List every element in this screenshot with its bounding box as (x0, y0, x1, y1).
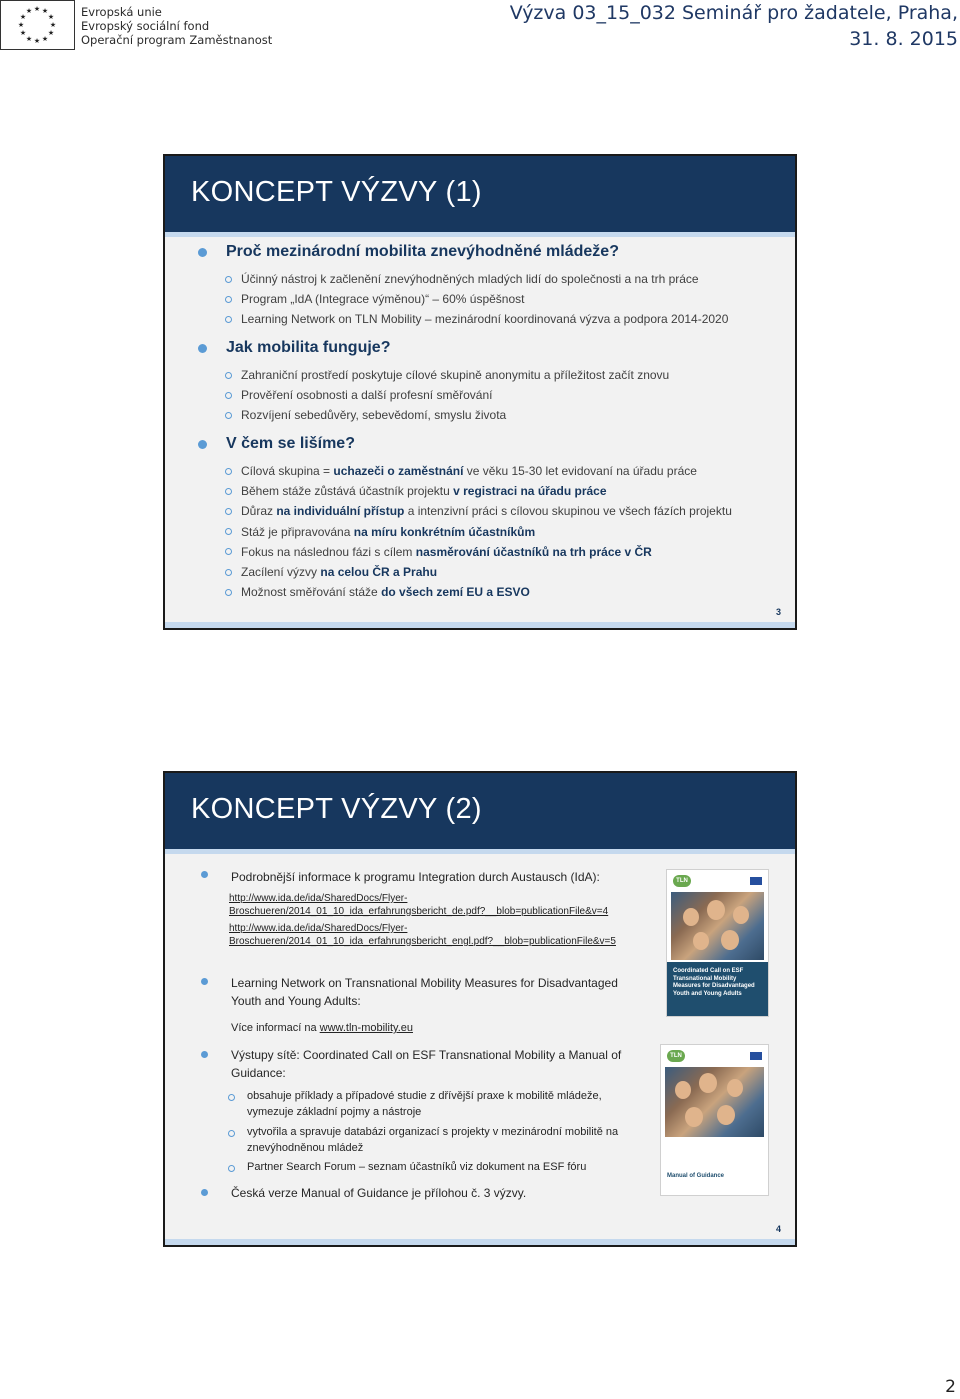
ring-bullet-icon (225, 488, 232, 495)
plain-text: Learning Network on TLN Mobility – mezinárodní koordinovaná výzva a podpora 2014-2020 (241, 312, 729, 327)
slide-header-bar (165, 773, 795, 849)
tln-mobility-link[interactable]: www.tln-mobility.eu (319, 1022, 413, 1034)
eu-line-3: Operační program Zaměstnanost (81, 33, 273, 47)
list-item-text (241, 408, 506, 422)
ida-info-text: Podrobnější informace k programu Integration durch Austausch (IdA): (231, 870, 600, 884)
ida-link-engl-line-2[interactable]: Broschueren/2014_01_10_ida_erfahrungsbericht_engl.pdf?__blob=publicationFile&v=5 (229, 935, 616, 947)
ida-link-engl-line-1[interactable]: http://www.ida.de/ida/SharedDocs/Flyer- (229, 923, 408, 934)
ring-bullet-icon (228, 1165, 235, 1172)
plain-text: Důraz (241, 504, 277, 519)
plain-text: Program „IdA (Integrace výměnou)“ – 60% úspěšnost (241, 292, 525, 307)
ida-link-de[interactable] (229, 893, 608, 918)
list-item (225, 365, 669, 385)
svg-text:★: ★ (25, 8, 33, 15)
plain-text: Účinný nástroj k začlenění znevýhodněných mladých lidí do společnosti a na trh práce (241, 272, 699, 286)
eu-program-text (81, 5, 272, 47)
young-people-photo (665, 1067, 764, 1137)
list-item-text (241, 484, 607, 498)
list-item (225, 461, 697, 481)
ida-link-engl[interactable] (229, 923, 616, 948)
plain-text: Zahraniční prostředí poskytuje cílové skupině anonymitu a příležitost začít znovu (241, 368, 670, 382)
list-item-text (241, 565, 437, 579)
ida-link-de-line-2[interactable]: Broschueren/2014_01_10_ida_erfahrungsbericht_de.pdf?__blob=publicationFile&v=4 (229, 905, 609, 917)
ring-bullet-icon (225, 569, 232, 576)
svg-text:★: ★ (49, 22, 57, 29)
network-outputs-text: Výstupy sítě: Coordinated Call on ESF Transnational Mobility a Manual of Guidance: (231, 1048, 622, 1080)
eu-line-2: Evropský sociální fond (81, 19, 210, 33)
list-item (225, 269, 699, 289)
ring-bullet-icon (225, 392, 232, 399)
list-item-text (241, 292, 524, 306)
czech-manual-text: Česká verze Manual of Guidance je přílohou č. 3 výzvy. (231, 1186, 527, 1200)
ring-bullet-icon (225, 296, 232, 303)
manual-of-guidance-cover-image (660, 1044, 769, 1196)
slide-header-bar (165, 156, 795, 232)
ring-bullet-icon (225, 548, 232, 555)
ring-bullet-icon (228, 1094, 235, 1101)
list-item-text (241, 525, 535, 539)
emphasis-text: na celou ČR a Prahu (320, 565, 438, 579)
bullet-disc-icon (201, 978, 208, 985)
eu-stars-icon (1, 1, 74, 49)
ring-bullet-icon (225, 528, 232, 535)
emphasis-text: uchazeči o zaměstnání (333, 464, 464, 478)
bullet-disc-icon (198, 248, 207, 257)
svg-text:★: ★ (33, 38, 41, 45)
tln-network-text: Learning Network on Transnational Mobility Measures for Disadvantaged Youth and Young Adults: (231, 976, 618, 1008)
plain-text: Cílová skupina = (241, 464, 334, 478)
list-item (225, 385, 492, 405)
emphasis-text: na individuální přístup (276, 504, 405, 519)
eu-flag-icon (750, 877, 762, 885)
svg-text:★: ★ (41, 36, 49, 43)
bullet-disc-icon (201, 871, 208, 878)
list-item-text (241, 312, 728, 326)
header-divider (165, 232, 795, 237)
more-info-prefix: Více informací na (231, 1022, 320, 1034)
slide-number: 4 (775, 1224, 781, 1234)
list-item-text (241, 368, 669, 382)
slide-number: 3 (775, 607, 781, 617)
list-item (225, 582, 530, 602)
list-item (225, 522, 535, 542)
slide-title: KONCEPT VÝZVY (1) (191, 176, 482, 208)
list-item (225, 289, 524, 309)
young-people-photo (671, 892, 764, 960)
svg-text:★: ★ (47, 30, 55, 37)
document-title-line-2: 31. 8. 2015 (849, 28, 958, 50)
ring-bullet-icon (228, 1130, 235, 1137)
plain-text: Stáž je připravována (241, 524, 354, 539)
plain-text: ve věku 15-30 let evidovaní na úřadu práce (463, 464, 697, 478)
list-item (225, 481, 607, 501)
document-title-line-1: Výzva 03_15_032 Seminář pro žadatele, Praha, (509, 2, 958, 24)
ida-link-de-line-1[interactable]: http://www.ida.de/ida/SharedDocs/Flyer- (229, 893, 408, 904)
tln-logo: TLN (667, 1050, 685, 1062)
ring-bullet-icon (225, 412, 232, 419)
list-item (225, 405, 506, 425)
ring-bullet-icon (225, 508, 232, 515)
ring-bullet-icon (225, 468, 232, 475)
list-item-text (241, 585, 530, 599)
eu-flag-icon (750, 1052, 762, 1060)
emphasis-text: na míru konkrétním účastníkům (353, 524, 536, 539)
list-item (225, 501, 732, 521)
footer-divider (165, 1239, 795, 1245)
eu-line-1: Evropská unie (81, 5, 162, 19)
cover-title: Manual of Guidance (667, 1173, 725, 1179)
emphasis-text: do všech zemí EU a ESVO (381, 585, 530, 600)
ring-bullet-icon (225, 276, 232, 283)
emphasis-text: v registraci na úřadu práce (453, 484, 607, 499)
emphasis-text: nasměrování účastníků na trh práce v ČR (415, 544, 652, 559)
plain-text: a intenzivní práci s cílovou skupinou ve všech fázích projektu (404, 504, 732, 519)
list-item-text (241, 545, 652, 559)
list-item-text (241, 388, 492, 402)
section-heading: Jak mobilita funguje? (226, 339, 391, 356)
list-item-text (241, 272, 699, 286)
svg-text:★: ★ (47, 14, 55, 21)
plain-text: Prověření osobnosti a další profesní směřování (241, 388, 493, 403)
list-item (225, 309, 728, 329)
slide-koncept-1 (163, 154, 797, 630)
list-item (225, 562, 437, 582)
section-heading: V čem se lišíme? (226, 435, 355, 452)
svg-text:★: ★ (19, 30, 27, 37)
svg-text:★: ★ (33, 6, 41, 13)
ring-bullet-icon (225, 589, 232, 596)
footer-divider (165, 622, 795, 628)
ring-bullet-icon (225, 372, 232, 379)
section-heading: Proč mezinárodní mobilita znevýhodněné mládeže? (226, 243, 619, 260)
slide-title: KONCEPT VÝZVY (2) (191, 793, 482, 825)
plain-text: Možnost směřování stáže (241, 585, 382, 600)
tln-logo: TLN (673, 875, 691, 887)
plain-text: Během stáže zůstává účastník projektu (241, 484, 454, 499)
eu-flag-logo (0, 0, 75, 50)
plain-text: Fokus na následnou fázi s cílem (241, 544, 416, 559)
svg-text:★: ★ (41, 8, 49, 15)
list-item-text (241, 504, 732, 518)
output-item-2: vytvořila a spravuje databázi organizací s projekty v mezinárodní mobilitě na znevýhodněnou mládež (247, 1126, 619, 1154)
svg-text:★: ★ (25, 36, 33, 43)
svg-text:★: ★ (19, 14, 27, 21)
coordinated-call-cover-image (666, 869, 769, 1017)
page-number: 2 (945, 1377, 956, 1397)
bullet-disc-icon (201, 1189, 208, 1196)
document-title (510, 0, 958, 52)
plain-text: Zacílení výzvy (241, 565, 321, 579)
more-info-text (231, 1021, 413, 1037)
list-item (225, 542, 652, 562)
ring-bullet-icon (225, 316, 232, 323)
bullet-disc-icon (198, 344, 207, 353)
output-item-1: obsahuje příklady a případové studie z dřívější praxe k mobilitě mládeže, vymezuje základní pojmy a nástroje (247, 1090, 602, 1118)
output-item-3: Partner Search Forum – seznam účastníků viz dokument na ESF fóru (247, 1161, 587, 1173)
plain-text: Rozvíjení sebedůvěry, sebevědomí, smyslu života (241, 408, 507, 423)
cover-title: Coordinated Call on ESF Transnational Mobility Measures for Disadvantaged Youth and Young Adults (673, 968, 755, 997)
header-divider (165, 849, 795, 854)
bullet-disc-icon (198, 440, 207, 449)
slide-koncept-2 (163, 771, 797, 1247)
bullet-disc-icon (201, 1051, 208, 1058)
list-item-text (241, 464, 697, 478)
svg-text:★: ★ (17, 22, 25, 29)
